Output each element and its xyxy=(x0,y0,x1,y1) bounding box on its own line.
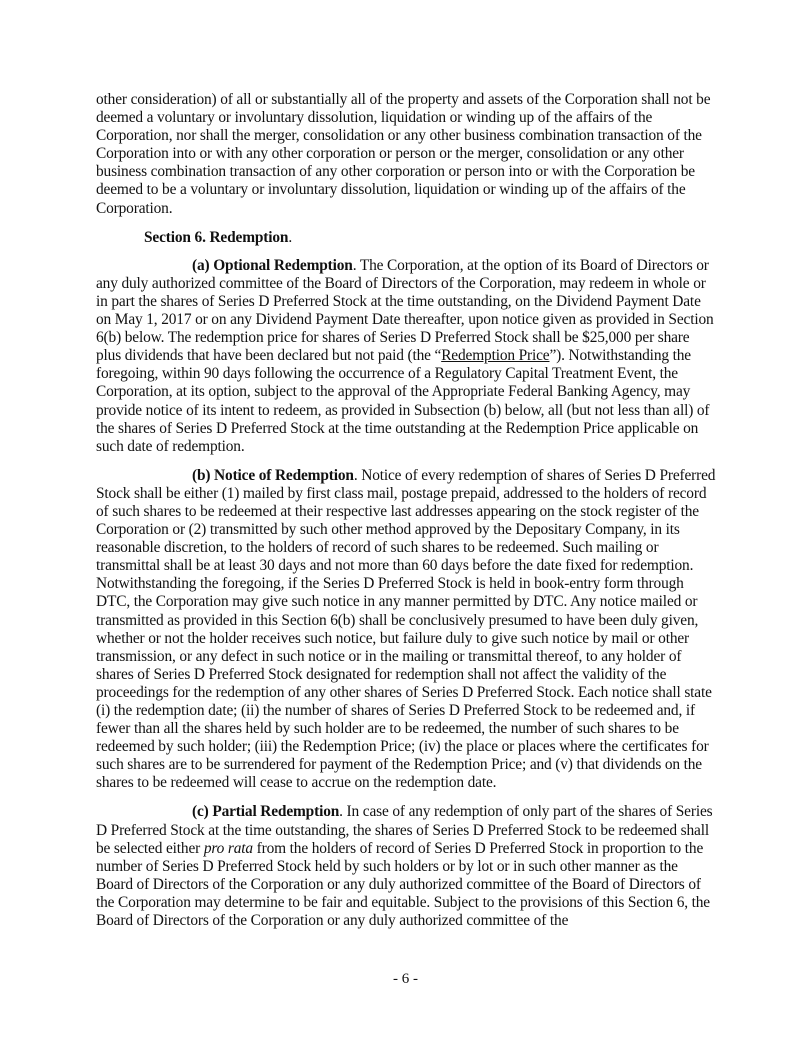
subsection-b-heading: (b) Notice of Redemption xyxy=(192,466,354,484)
section-heading-text: Section 6. Redemption xyxy=(144,228,289,246)
subsection-b-notice-of-redemption xyxy=(96,467,718,793)
subsection-c-italic-pro-rata: pro rata xyxy=(203,839,253,857)
subsection-a-optional-redemption xyxy=(96,257,718,456)
subsection-c-text: . In case of any redemption of only part of the shares of Series D Preferred Stock at the time outstanding, the shares of Series D Preferred Stock to be redeemed shall be selected either xyxy=(96,803,713,857)
subsection-a-text-continued: ”). Notwithstanding the foregoing, within 90 days following the occurrence of a Regulatory Capital Treatment Event, the Corporation, at its option, subject to the approval of the Appropriate Federal Banking Agency, may provide notice of its intent to redeem, as provided in Subsection (b) below, all (but not less than all) of the shares of Series D Preferred Stock at the time outstanding at the Redemption Price applicable on such date of redemption. xyxy=(96,347,710,455)
section-heading-period: . xyxy=(288,228,293,246)
subsection-a-heading: (a) Optional Redemption xyxy=(192,256,353,274)
subsection-a-text: . The Corporation, at the option of its Board of Directors or any duly authorized committee of the Board of Directors of the Corporation, may redeem in whole or in part the shares of Series D Preferred Stock at the time outstanding, on the Dividend Payment Date on May 1, 2017 or on any Dividend Payment Date thereafter, upon notice given as provided in Section 6(b) below. The redemption price for shares of Series D Preferred Stock shall be $25,000 per share plus dividends that have been declared but not paid (the “ xyxy=(96,256,714,365)
subsection-c-heading: (c) Partial Redemption xyxy=(192,803,340,821)
page-number: - 6 - xyxy=(393,971,418,987)
subsection-c-text-continued: from the holders of record of Series D Preferred Stock in proportion to the number of Series D Preferred Stock held by such holders or by lot or in such other manner as the Board of Directors of the Corporation or any duly authorized committee of the Board of Directors of the Corporation may determine to be fair and equitable. Subject to the provisions of this Section 6, the Board of Directors of the Corporation or any duly authorized committee of the xyxy=(96,839,710,930)
document-page xyxy=(96,91,718,941)
continuation-paragraph: other consideration) of all or substantially all of the property and assets of the Corporation shall not be deemed a voluntary or involuntary dissolution, liquidation or winding up of the affairs of the Corporation, nor shall the merger, consolidation or any other business combination transaction of the Corporation into or with any other corporation or person or the merger, consolidation or any other business combination transaction of any other corporation or person into or with the Corporation be deemed to be a voluntary or involuntary dissolution, liquidation or winding up of the affairs of the Corporation. xyxy=(96,91,711,217)
defined-term-redemption-price: Redemption Price xyxy=(441,347,550,365)
section-heading xyxy=(96,229,718,247)
subsection-c-partial-redemption xyxy=(96,803,718,930)
subsection-b-text: . Notice of every redemption of shares of Series D Preferred Stock shall be either (1) mailed by first class mail, postage prepaid, addressed to the holders of record of such shares to be redeemed at their respective last addresses appearing on the stock register of the Corporation or (2) transmitted by such other method approved by the Depositary Company, in its reasonable discretion, to the holders of record of such shares to be redeemed. Such mailing or transmittal shall be at least 30 days and not more than 60 days before the date fixed for redemption. Notwithstanding the foregoing, if the Series D Preferred Stock is held in book-entry form through DTC, the Corporation may give such notice in any manner permitted by DTC. Any notice mailed or transmitted as provided in this Section 6(b) shall be conclusively presumed to have been duly given, whether or not the holder receives such notice, but failure duly to give such notice by mail or other transmission, or any defect in such notice or in the mailing or transmittal thereof, to any holder of shares of Series D Preferred Stock designated for redemption shall not affect the validity of the proceedings for the redemption of any other shares of Series D Preferred Stock. Each notice shall state (i) the redemption date; (ii) the number of shares of Series D Preferred Stock to be redeemed and, if fewer than all the shares held by such holder are to be redeemed, the number of such shares to be redeemed by such holder; (iii) the Redemption Price; (iv) the place or places where the certificates for such shares are to be surrendered for payment of the Redemption Price; and (v) that dividends on the shares to be redeemed will cease to accrue on the redemption date. xyxy=(96,466,716,792)
